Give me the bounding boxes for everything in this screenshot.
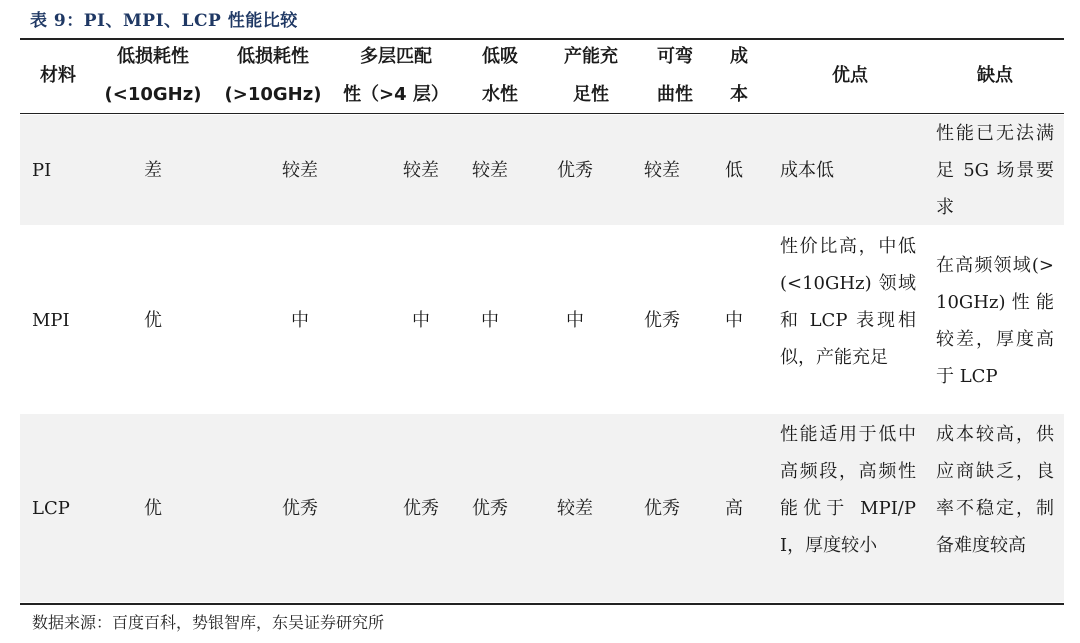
header-flex-line2: 曲性 xyxy=(657,84,693,105)
cell-low-loss-high: 中 xyxy=(291,310,309,331)
cell-multilayer: 中 xyxy=(412,310,430,331)
cell-multilayer: 优秀 xyxy=(403,498,439,519)
cell-low-loss-low: 优 xyxy=(144,498,162,519)
header-capacity-line1: 产能充 xyxy=(564,46,618,67)
header-low-loss-high-line1: 低损耗性 xyxy=(237,46,309,67)
cell-water: 优秀 xyxy=(472,498,508,519)
header-low-loss-high-line2: (>10GHz) xyxy=(224,84,322,105)
header-multilayer-line2: 性（>4 层） xyxy=(343,84,449,105)
header-material: 材料 xyxy=(40,65,76,86)
header-water-line2: 水性 xyxy=(482,84,518,105)
header-cons: 缺点 xyxy=(977,65,1013,86)
cell-flex: 优秀 xyxy=(644,310,680,331)
cell-cost: 低 xyxy=(725,160,743,181)
cell-pros: 成本低 xyxy=(780,160,834,181)
header-low-loss-low-line2: (<10GHz) xyxy=(104,84,202,105)
cell-low-loss-low: 差 xyxy=(144,160,162,181)
cell-pros: 性能适用于低中高频段，高频性能优于 MPI/PI，厚度较小 xyxy=(780,424,916,556)
header-cost-line2: 本 xyxy=(730,84,748,105)
cell-material: MPI xyxy=(32,310,70,331)
header-capacity-line2: 足性 xyxy=(573,84,609,105)
cell-cost: 高 xyxy=(725,498,743,519)
cell-capacity: 中 xyxy=(566,310,584,331)
cell-low-loss-low: 优 xyxy=(144,310,162,331)
cell-water: 较差 xyxy=(472,160,508,181)
cell-capacity: 优秀 xyxy=(557,160,593,181)
table-bottom-rule xyxy=(20,603,1064,605)
cell-low-loss-high: 优秀 xyxy=(282,498,318,519)
header-low-loss-low-line1: 低损耗性 xyxy=(117,46,189,67)
cell-flex: 较差 xyxy=(644,160,680,181)
cell-multilayer: 较差 xyxy=(403,160,439,181)
cell-flex: 优秀 xyxy=(644,498,680,519)
header-flex-line1: 可弯 xyxy=(657,46,693,67)
cell-cons: 性能已无法满足 5G 场景要求 xyxy=(936,123,1054,218)
table-caption: 表 9：PI、MPI、LCP 性能比较 xyxy=(30,11,298,31)
cell-cost: 中 xyxy=(725,310,743,331)
cell-pros: 性价比高，中低 (<10GHz) 领域和 LCP 表现相似，产能充足 xyxy=(780,236,916,368)
header-cost-line1: 成 xyxy=(730,46,748,67)
cell-material: PI xyxy=(32,160,52,181)
cell-low-loss-high: 较差 xyxy=(282,160,318,181)
source-note: 数据来源：百度百科，势银智库，东吴证券研究所 xyxy=(32,613,385,632)
header-water-line1: 低吸 xyxy=(482,46,518,67)
cell-capacity: 较差 xyxy=(557,498,593,519)
cell-material: LCP xyxy=(32,498,70,519)
cell-cons: 成本较高，供应商缺乏，良率不稳定，制备难度较高 xyxy=(936,424,1054,556)
cell-water: 中 xyxy=(481,310,499,331)
cell-cons: 在高频领域(>10GHz)性能较差，厚度高于 LCP xyxy=(936,255,1054,387)
header-multilayer-line1: 多层匹配 xyxy=(360,46,432,67)
header-pros: 优点 xyxy=(832,65,868,86)
